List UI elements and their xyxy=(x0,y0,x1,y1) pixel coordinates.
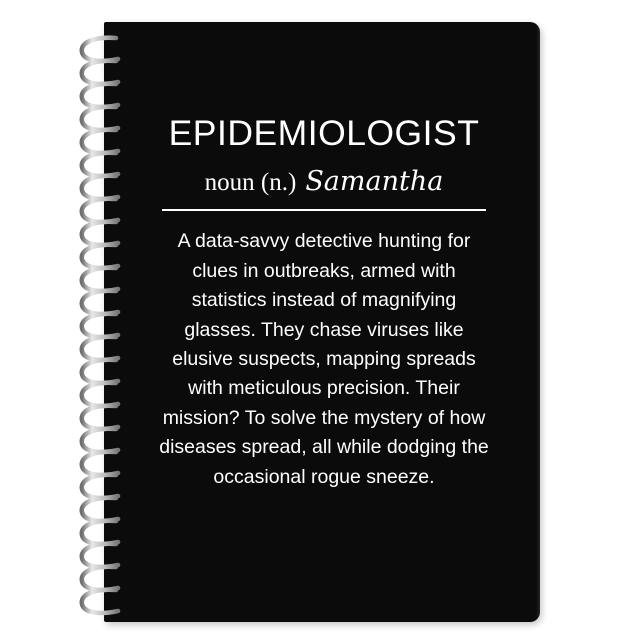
subtitle-row xyxy=(148,166,500,197)
cover-text-block xyxy=(104,22,540,622)
page-title: EPIDEMIOLOGIST xyxy=(168,113,480,153)
part-of-speech-label: noun (n.) xyxy=(204,169,297,197)
personalized-name: Samantha xyxy=(305,166,444,198)
divider-rule xyxy=(162,209,486,211)
definition-text: A data-savvy detective hunting for clues in outbreaks, armed with statistics instead of magnifying glasses. They chase viruses like elusive suspects, mapping spreads with meticulous precision. Their mission? To solve the mystery of how diseases spread, all while dodging the occasional rogue sneeze. xyxy=(159,230,489,488)
notebook-cover xyxy=(104,22,540,622)
